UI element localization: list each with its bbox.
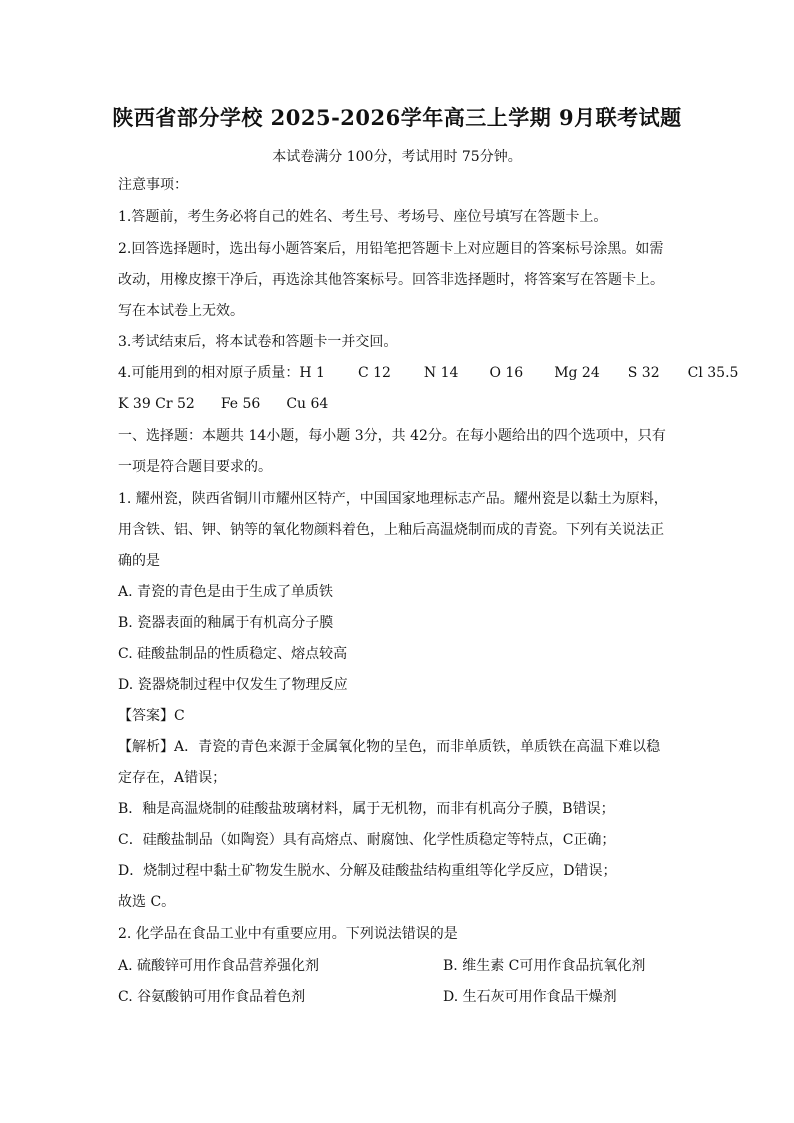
atom-mass: Fe 56 xyxy=(220,396,261,412)
notes-item-2-line-3: 写在本试卷上无效。 xyxy=(118,303,244,319)
notes-heading: 注意事项： xyxy=(118,177,188,193)
q1-analysis-b: B．釉是高温烧制的硅酸盐玻璃材料，属于无机物，而非有机高分子膜，B错误； xyxy=(118,801,615,817)
atom-mass: C 12 xyxy=(357,365,391,381)
notes-item-3: 3.考试结束后，将本试卷和答题卡一并交回。 xyxy=(118,334,398,350)
notes-item-4-row-2 xyxy=(118,395,328,413)
notes-item-1: 1.答题前，考生务必将自己的姓名、考生号、考场号、座位号填写在答题卡上。 xyxy=(118,209,608,225)
atom-mass: N 14 xyxy=(423,365,459,381)
notes-item-2-line-1: 2.回答选择题时，选出每小题答案后，用铅笔把答题卡上对应题目的答案标号涂黑。如需 xyxy=(118,241,664,257)
section-1-heading-line-1: 一、选择题：本题共 14小题，每小题 3分，共 42分。在每小题给出的四个选项中，只有 xyxy=(118,428,666,444)
atoms-prefix: 4.可能用到的相对原子质量： xyxy=(118,365,300,381)
atom-mass: Cl 35.5 xyxy=(687,365,739,381)
section-1-heading-line-2: 一项是符合题目要求的。 xyxy=(118,459,272,475)
q2-option-c: C. 谷氨酸钠可用作食品着色剂 xyxy=(118,989,306,1005)
atom-mass: Cu 64 xyxy=(286,396,329,412)
q1-conclusion: 故选 C。 xyxy=(118,894,176,910)
atom-mass: K 39 Cr 52 xyxy=(118,396,195,412)
q1-option-b: B. 瓷器表面的釉属于有机高分子膜 xyxy=(118,615,334,631)
q1-analysis-line-1: 【解析】A．青瓷的青色来源于金属氧化物的呈色，而非单质铁，单质铁在高温下难以稳 xyxy=(118,739,661,755)
q1-option-a: A. 青瓷的青色是由于生成了单质铁 xyxy=(118,584,334,600)
q1-analysis-d: D．烧制过程中黏土矿物发生脱水、分解及硅酸盐结构重组等化学反应，D错误； xyxy=(118,863,617,879)
q1-analysis-line-2: 定存在，A错误； xyxy=(118,770,227,786)
notes-item-4 xyxy=(118,364,738,382)
q2-stem: 2. 化学品在食品工业中有重要应用。下列说法错误的是 xyxy=(118,926,458,942)
q1-answer: 【答案】C xyxy=(118,708,185,724)
atom-mass: O 16 xyxy=(489,365,524,381)
atom-mass: S 32 xyxy=(627,365,660,381)
q1-analysis-c: C．硅酸盐制品（如陶瓷）具有高熔点、耐腐蚀、化学性质稳定等特点，C正确； xyxy=(118,832,616,848)
q1-option-d: D. 瓷器烧制过程中仅发生了物理反应 xyxy=(118,677,348,693)
q1-stem-line-3: 确的是 xyxy=(118,553,160,569)
notes-item-2-line-2: 改动，用橡皮擦干净后，再选涂其他答案标号。回答非选择题时，将答案写在答题卡上。 xyxy=(118,272,664,288)
q1-stem-line-2: 用含铁、铝、钾、钠等的氧化物颜料着色，上釉后高温烧制而成的青瓷。下列有关说法正 xyxy=(118,522,664,538)
exam-subtitle: 本试卷满分 100分，考试用时 75分钟。 xyxy=(272,149,522,165)
q1-option-c: C. 硅酸盐制品的性质稳定、熔点较高 xyxy=(118,646,348,662)
q2-option-a: A. 硫酸锌可用作食品营养强化剂 xyxy=(118,958,320,974)
q2-option-b: B. 维生素 C可用作食品抗氧化剂 xyxy=(443,958,646,974)
q1-stem-line-1: 1. 耀州瓷，陕西省铜川市耀州区特产，中国国家地理标志产品。耀州瓷是以黏土为原料， xyxy=(118,491,668,507)
atom-mass: Mg 24 xyxy=(554,365,600,381)
exam-title: 陕西省部分学校 2025-2026学年高三上学期 9月联考试题 xyxy=(112,105,682,130)
atom-mass: H 1 xyxy=(299,365,325,381)
q2-option-d: D. 生石灰可用作食品干燥剂 xyxy=(443,989,617,1005)
